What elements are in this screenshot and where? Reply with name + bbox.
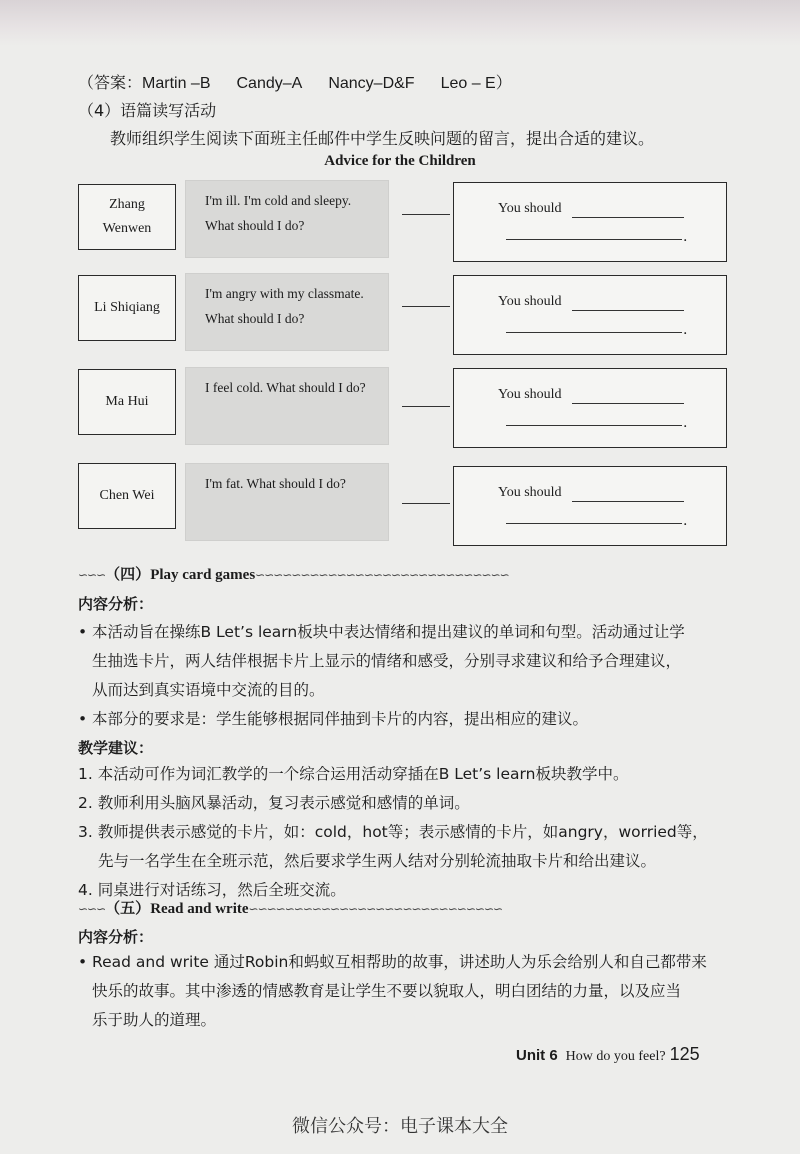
paragraph-line: 3. 教师提供表示感觉的卡片，如：cold，hot等；表示感情的卡片，如angry，worried等， [78,823,708,841]
student-name-box: Li Shiqiang [78,275,176,341]
answer-close: ） [495,75,512,92]
answer-candy: Candy–A [236,75,303,92]
section-number: （五） [105,899,151,917]
teaching-step-3 [78,818,708,876]
student-name-box: Chen Wei [78,463,176,529]
content-analysis-heading: 内容分析： [78,928,154,946]
advice-answer-box [453,368,727,448]
advice-answer-box [453,466,727,546]
bullet-mark: • [78,710,88,728]
section-title: Read and write [150,901,249,917]
page-number: 125 [669,1044,700,1064]
section-title: Play card games [150,567,256,583]
connector-line [402,503,450,504]
section-4-intro: 教师组织学生阅读下面班主任邮件中学生反映问题的留言，提出合适的建议。 [110,129,655,148]
paragraph-line: 本活动旨在操练B Let’s learn板块中表达情绪和提出建议的单词和句型。活动通过让学 [92,623,685,641]
answer-blank-line [572,217,684,218]
section-4-heading: （4）语篇读写活动 [78,101,217,120]
page-footer [516,1044,700,1065]
content-analysis-heading: 内容分析： [78,595,154,613]
paragraph-line: Read and write 通过Robin和蚂蚁互相帮助的故事，讲述助人为乐会给别人和自己都带来 [92,953,707,971]
teaching-step-2: 2. 教师利用头脑风暴活动，复习表示感觉和感情的单词。 [78,794,470,812]
student-name-box: Zhang Wenwen [78,184,176,250]
period-mark: . [683,513,688,529]
advice-table-title: Advice for the Children [324,153,476,169]
connector-line [402,306,450,307]
connector-line [402,406,450,407]
student-message-bubble: I'm angry with my classmate. What should I do? [185,273,389,351]
answer-blank-line [572,403,684,404]
teaching-suggestion-heading: 教学建议： [78,739,154,757]
answer-open: （答案： [78,75,143,92]
bullet-mark: • [78,623,88,641]
teaching-step-4: 4. 同桌进行对话练习，然后全班交流。 [78,881,346,899]
advice-prompt: You should [498,294,562,309]
paragraph-line: 先与一名学生在全班示范，然后要求学生两人结对分别轮流抽取卡片和给出建议。 [98,852,657,870]
teaching-step-1: 1. 本活动可作为词汇教学的一个综合运用活动穿插在B Let’s learn板块教学中。 [78,765,629,783]
student-name-box: Ma Hui [78,369,176,435]
wechat-watermark: 微信公众号：电子课本大全 [292,1116,508,1137]
paragraph-line: 从而达到真实语境中交流的目的。 [92,681,325,699]
period-mark: . [683,229,688,245]
paragraph-line: 快乐的故事。其中渗透的情感教育是让学生不要以貌取人，明白团结的力量，以及应当 [92,982,682,1000]
answer-blank-line [572,310,684,311]
unit-title: How do you feel? [565,1049,666,1064]
wave-decoration: ∽∽∽ [78,568,106,582]
advice-answer-box [453,275,727,355]
answer-nancy: Nancy–D&F [328,75,415,92]
answer-blank-line [506,523,682,524]
bullet-paragraph [78,705,589,734]
answer-leo: Leo – E [440,75,496,92]
period-mark: . [683,322,688,338]
advice-prompt: You should [498,485,562,500]
paragraph-line: 本部分的要求是：学生能够根据同伴抽到卡片的内容，提出相应的建议。 [92,710,589,728]
advice-prompt: You should [498,387,562,402]
wave-decoration: ∽∽∽ [78,902,106,916]
answer-key [78,70,512,93]
connector-line [402,214,450,215]
student-message-bubble: I'm fat. What should I do? [185,463,389,541]
advice-answer-box [453,182,727,262]
answer-martin: Martin –B [142,75,211,92]
wave-decoration: ∽∽∽∽∽∽∽∽∽∽∽∽∽∽∽∽∽∽∽∽∽∽∽∽∽∽∽∽ [248,902,503,916]
answer-blank-line [506,239,682,240]
section-play-card-games-heading [78,563,509,584]
student-message-bubble: I'm ill. I'm cold and sleepy. What should I do? [185,180,389,258]
bullet-paragraph [78,948,707,1035]
period-mark: . [683,415,688,431]
section-number: （四） [105,565,151,583]
section-read-and-write-heading [78,897,502,918]
wave-decoration: ∽∽∽∽∽∽∽∽∽∽∽∽∽∽∽∽∽∽∽∽∽∽∽∽∽∽∽∽ [255,568,509,582]
bullet-mark: • [78,953,88,971]
paragraph-line: 乐于助人的道理。 [92,1011,217,1029]
bullet-paragraph [78,618,685,705]
unit-label: Unit 6 [516,1047,558,1064]
student-message-bubble: I feel cold. What should I do? [185,367,389,445]
paragraph-line: 生抽选卡片，两人结伴根据卡片上显示的情绪和感受，分别寻求建议和给予合理建议， [92,652,682,670]
answer-blank-line [506,425,682,426]
answer-blank-line [572,501,684,502]
advice-prompt: You should [498,201,562,216]
page-top-edge [0,0,800,46]
answer-blank-line [506,332,682,333]
